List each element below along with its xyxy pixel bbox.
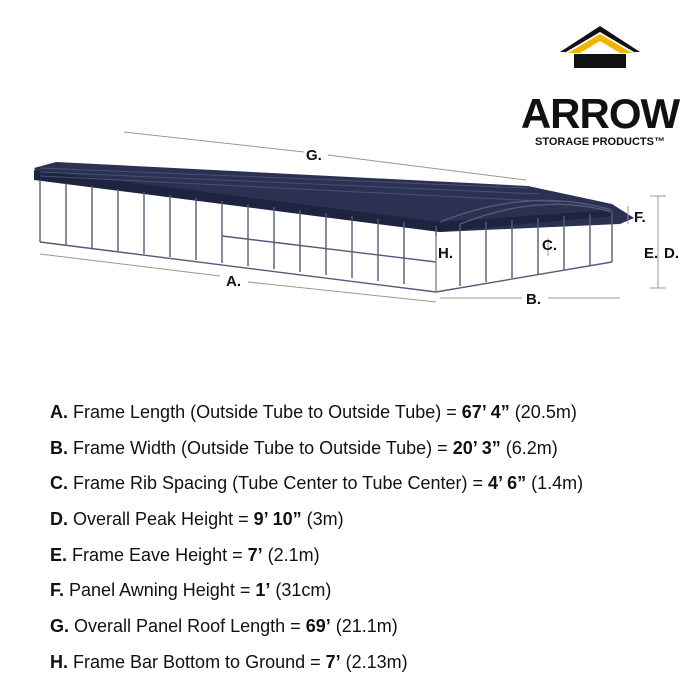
spec-metric: (21.1m)	[335, 616, 398, 637]
spec-item-c	[50, 469, 690, 505]
spec-value: 7’	[325, 651, 341, 672]
spec-letter: F.	[50, 580, 65, 601]
spec-text: Overall Peak Height =	[73, 509, 254, 530]
spec-text: Frame Width (Outside Tube to Outside Tube) =	[73, 437, 453, 458]
logo-tagline: STORAGE PRODUCTS™	[535, 136, 665, 148]
spec-item-h	[50, 648, 690, 684]
spec-letter: E.	[50, 544, 68, 565]
spec-text: Frame Bar Bottom to Ground =	[73, 651, 326, 672]
spec-value: 67’ 4”	[461, 402, 510, 422]
spec-value: 1’	[255, 580, 271, 601]
spec-letter: A.	[50, 402, 68, 422]
label-c: C.	[542, 237, 557, 254]
carport-diagram	[0, 0, 700, 330]
spec-metric: (2.1m)	[267, 544, 320, 565]
spec-item-a	[50, 398, 690, 434]
spec-value: 4’ 6”	[488, 473, 527, 494]
spec-metric: (31cm)	[275, 580, 332, 601]
spec-metric: (20.5m)	[514, 402, 577, 422]
spec-item-b	[50, 434, 690, 470]
spec-item-f	[50, 576, 690, 612]
spec-metric: (2.13m)	[345, 651, 408, 672]
spec-letter: D.	[50, 509, 68, 530]
logo-wordmark: ARROW	[520, 90, 680, 137]
spec-value: 20’ 3”	[452, 437, 501, 458]
spec-letter: H.	[50, 651, 68, 672]
label-g: G.	[306, 147, 322, 164]
spec-text: Frame Length (Outside Tube to Outside Tube) =	[73, 402, 462, 422]
spec-value: 7’	[247, 544, 263, 565]
spec-letter: B.	[50, 437, 68, 458]
spec-text: Panel Awning Height =	[69, 580, 256, 601]
spec-metric: (1.4m)	[531, 473, 584, 494]
spec-value: 69’	[305, 616, 331, 637]
label-b: B.	[526, 291, 541, 308]
spec-item-e	[50, 541, 690, 577]
label-f: F.	[634, 209, 646, 226]
spec-list	[50, 398, 690, 684]
label-d: D.	[664, 245, 679, 262]
spec-text: Frame Rib Spacing (Tube Center to Tube Center) =	[73, 473, 489, 494]
label-a: A.	[226, 273, 241, 290]
spec-value: 9’ 10”	[253, 509, 302, 530]
label-e: E.	[644, 245, 659, 262]
label-h: H.	[438, 245, 453, 262]
spec-metric: (3m)	[306, 509, 344, 530]
spec-letter: C.	[50, 473, 68, 494]
spec-metric: (6.2m)	[505, 437, 558, 458]
spec-text: Frame Eave Height =	[72, 544, 248, 565]
spec-letter: G.	[50, 616, 70, 637]
spec-item-d	[50, 505, 690, 541]
spec-item-g	[50, 612, 690, 648]
spec-text: Overall Panel Roof Length =	[74, 616, 306, 637]
